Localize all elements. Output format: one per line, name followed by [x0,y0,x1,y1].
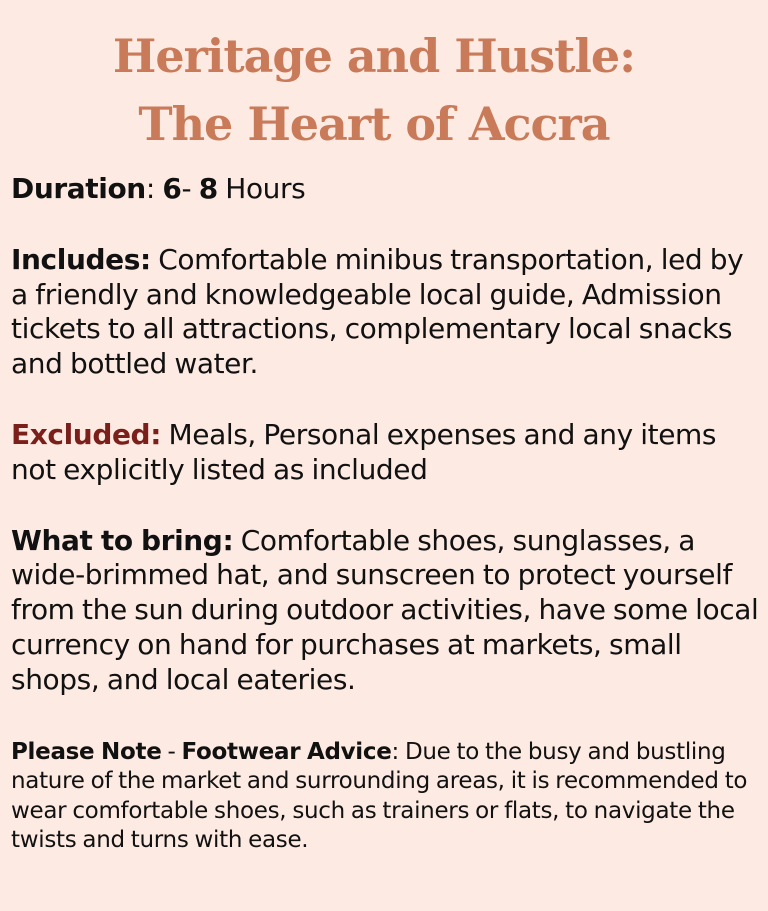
duration-section [11,172,765,207]
what-to-bring-section [11,524,765,698]
note-colon: : [391,738,399,765]
note-separator: - [161,738,182,765]
duration-max: 8 [198,172,218,205]
note-label: Please Note [11,738,162,765]
duration-separator: : [145,172,163,205]
page-title [0,22,748,158]
includes-text: Comfortable minibus transportation, led by a friendly and knowledgeable local guide, Admission tickets to all attractions, complementary local snacks and bottled water. [11,242,744,381]
note-text: Due to the busy and bustling nature of the market and surrounding areas, it is recommended to wear comfortable shoes, such as trainers or flats, to navigate the twists and turns with ease. [11,738,748,854]
footwear-note-section [11,738,765,856]
what-to-bring-text: Comfortable shoes, sunglasses, a wide-brimmed hat, and sunscreen to protect yourself from the sun during outdoor activities, have some local currency on hand for purchases at markets, small shops, and local eateries. [11,523,759,696]
what-to-bring-label: What to bring: [11,523,234,557]
includes-section [11,243,765,382]
duration-unit: Hours [217,172,306,205]
title-line-1: Heritage and Hustle: [112,29,636,83]
excluded-text: Meals, Personal expenses and any items not explicitly listed as included [11,417,717,486]
includes-label: Includes: [11,242,151,276]
duration-min: 6 [162,172,182,205]
duration-label: Duration [11,172,146,205]
tour-details [11,172,765,856]
footwear-advice-label: Footwear Advice [181,738,392,765]
duration-dash: - [181,172,199,205]
title-line-2: The Heart of Accra [138,97,610,151]
excluded-section [11,418,765,488]
excluded-label: Excluded: [11,417,161,451]
